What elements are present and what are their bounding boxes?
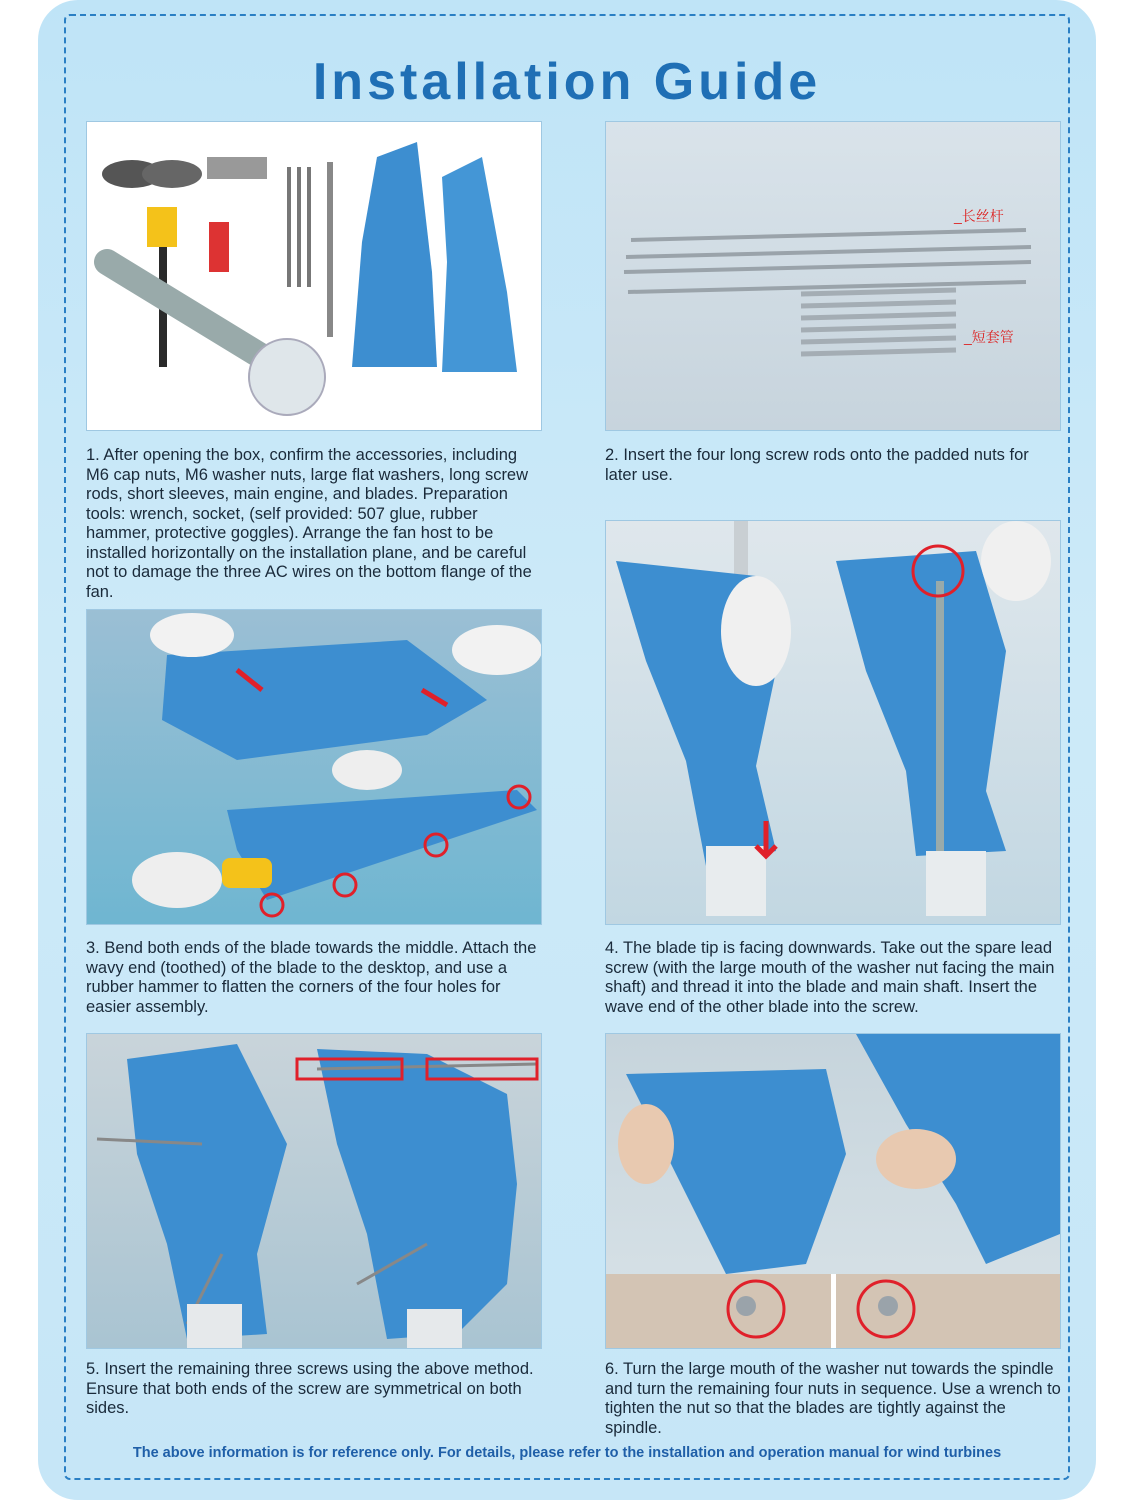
step-5-photo: [86, 1033, 542, 1349]
page-title: Installation Guide: [312, 53, 822, 111]
short-sleeve-label: _短套管: [964, 329, 1014, 345]
step-2-caption: 2. Insert the four long screw rods onto the padded nuts for later use.: [605, 446, 1029, 484]
step-1-photo: [86, 121, 542, 431]
step-4-caption: 4. The blade tip is facing downwards. Take out the spare lead screw (with the large mouth of the washer nut facing the main shaft) and thread it into the blade and main shaft. Insert the wave end of the other blade into the screw.: [605, 939, 1055, 1016]
step-2-photo: [605, 121, 1061, 431]
step-1-caption: 1. After opening the box, confirm the accessories, including M6 cap nuts, M6 washer nuts, large flat washers, long screw rods, short sleeves, main engine, and blades. Preparation tools: wrench, socket, (self provided: 507 glue, rubber hammer, protective goggles). Arrange the fan host to be installed horizontally on the installation plane, and be careful not to damage the three AC wires on the bottom flange of the fan.: [86, 446, 532, 601]
step-3-caption: 3. Bend both ends of the blade towards the middle. Attach the wavy end (toothed) of the blade to the desktop, and use a rubber hammer to flatten the corners of the four holes for easier assembly.: [86, 939, 537, 1016]
step-3-photo: [86, 609, 542, 925]
step-6-caption: 6. Turn the large mouth of the washer nut towards the spindle and turn the remaining four nuts in sequence. Use a wrench to tighten the nut so that the blades are tightly against the spindle.: [605, 1360, 1061, 1437]
long-rod-label: _长丝杆: [954, 208, 1004, 224]
step-5-caption: 5. Insert the remaining three screws using the above method. Ensure that both ends of the screw are symmetrical on both sides.: [86, 1360, 534, 1417]
step-4-photo: [605, 520, 1061, 925]
step-6-photo: [605, 1033, 1061, 1349]
footer-disclaimer: The above information is for reference only. For details, please refer to the installation and operation manual for wind turbines: [132, 1445, 1002, 1461]
